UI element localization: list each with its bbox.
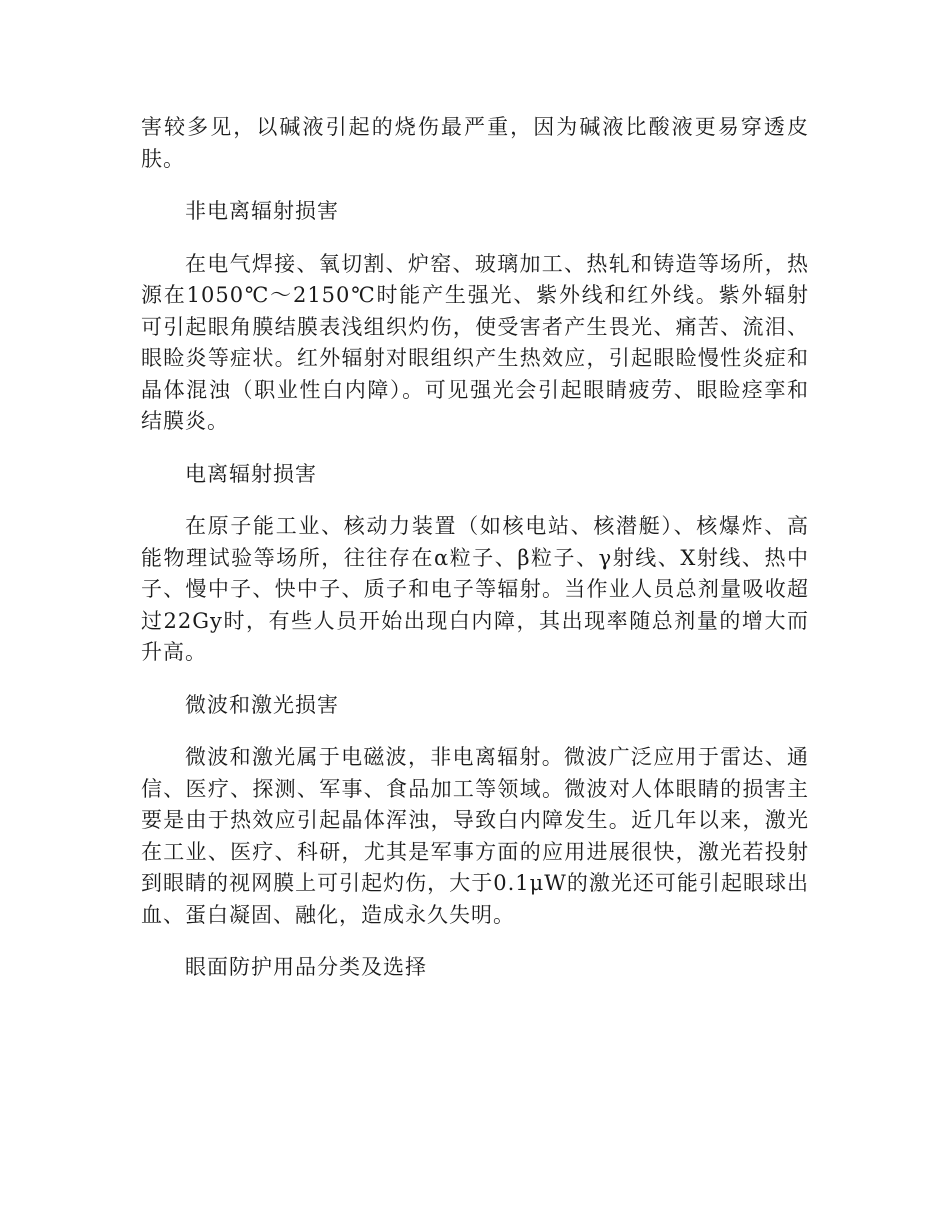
section-heading-ionizing-radiation: 电离辐射损害 — [185, 461, 317, 486]
document-body — [141, 112, 809, 1005]
paragraph-microwave-laser: 微波和激光属于电磁波，非电离辐射。微波广泛应用于雷达、通信、医疗、探测、军事、食品加工等领域。微波对人体眼睛的损害主要是由于热效应引起晶体浑浊，导致白内障发生。近几年以来，激光在工业、医疗、科研，尤其是军事方面的应用进展很快，激光若投射到眼睛的视网膜上可引起灼伤，大于0.1μW的激光还可能引起眼球出血、蛋白凝固、融化，造成永久失明。 — [141, 745, 809, 927]
paragraph-non-ionizing-radiation: 在电气焊接、氧切割、炉窑、玻璃加工、热轧和铸造等场所，热源在1050℃～2150℃时能产生强光、紫外线和红外线。紫外辐射可引起眼角膜结膜表浅组织灼伤，使受害者产生畏光、痛苦、流泪、眼睑炎等症状。红外辐射对眼组织产生热效应，引起眼睑慢性炎症和晶体混浊（职业性白内障）。可见强光会引起眼睛疲劳、眼睑痉挛和结膜炎。 — [141, 251, 809, 433]
paragraph-ionizing-radiation: 在原子能工业、核动力装置（如核电站、核潜艇）、核爆炸、高能物理试验等场所，往往存在α粒子、β粒子、γ射线、X射线、热中子、慢中子、快中子、质子和电子等辐射。当作业人员总剂量吸收超过22Gy时，有些人员开始出现白内障，其出现率随总剂量的增大而升高。 — [141, 514, 809, 664]
paragraph-continued: 害较多见，以碱液引起的烧伤最严重，因为碱液比酸液更易穿透皮肤。 — [141, 115, 809, 171]
section-heading-eye-face-protection: 眼面防护用品分类及选择 — [185, 955, 427, 979]
section-heading-non-ionizing-radiation: 非电离辐射损害 — [185, 199, 339, 223]
section-heading-microwave-laser: 微波和激光损害 — [185, 692, 339, 717]
